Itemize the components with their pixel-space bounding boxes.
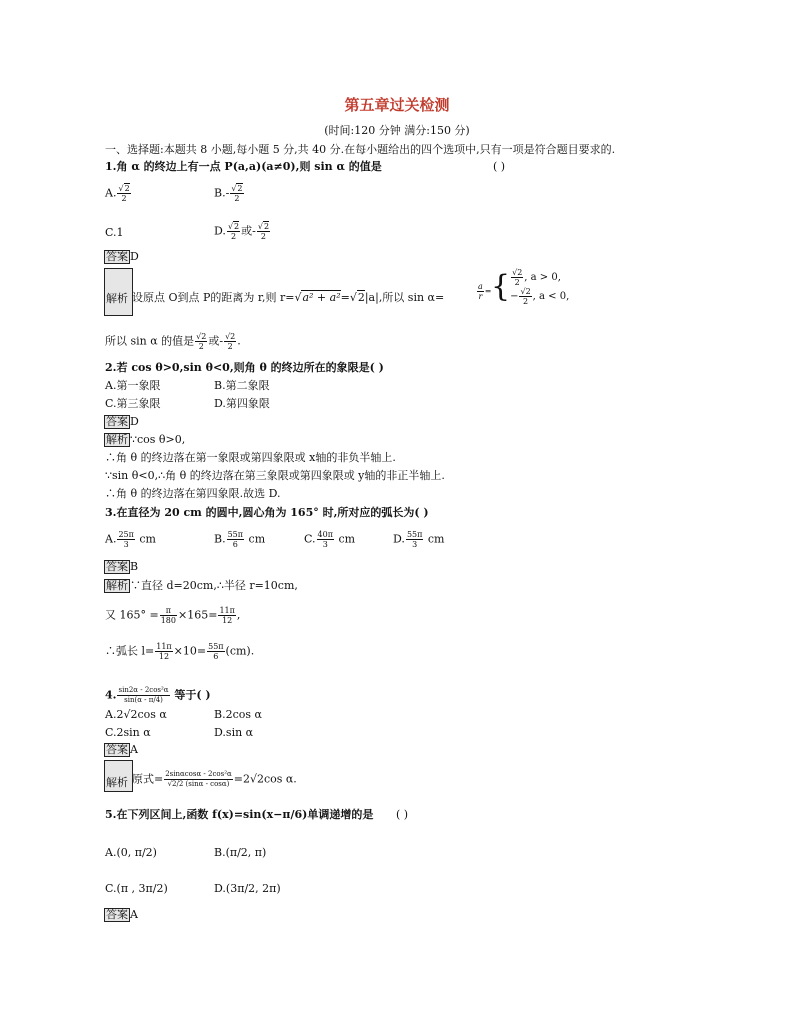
q2-answer: 答案 D: [106, 415, 139, 428]
q5-option-b[interactable]: B.(π/2, π): [214, 846, 267, 859]
q4-option-a[interactable]: A.2√2cos α: [105, 708, 167, 721]
q2-analysis-line1: 解析 ∵cos θ>0,: [106, 433, 186, 446]
q4-option-c[interactable]: C.2sin α: [105, 726, 151, 739]
analysis-label: 解析: [106, 776, 128, 789]
q1-cases: { $\frac{√2}{2}$ , a > 0, − $\frac{√2}{2}$ , a < 0,: [491, 268, 570, 306]
answer-label: 答案: [106, 415, 128, 428]
q1-option-b[interactable]: B.- $\frac{√2}{2}$: [214, 184, 243, 203]
q5-answer: 答案 A: [106, 908, 138, 921]
q1-stem: 1.角 α 的终边上有一点 P(a,a)(a≠0),则 sin α 的值是: [105, 160, 382, 173]
q1-option-d[interactable]: D. $\frac{√2}{2}$ 或- $\frac{√2}{2}$: [214, 222, 270, 241]
q1-ratio: $\frac{a}{r}$ =: [478, 282, 492, 301]
time-score-info: (时间:120 分钟 满分:150 分): [324, 124, 470, 137]
q5-paren: ( ): [396, 808, 409, 821]
q4-answer: 答案 A: [106, 743, 138, 756]
q4-stem: 4. $\frac{\text{sin2α - 2cos²α}}{\sin(\alpha - \pi/4)}$ 等于( ): [105, 686, 211, 704]
q3-analysis-line3: ∴弧长 l= $\frac{11\pi}{12}$ ×10= $\frac{55\pi}{6}$ (cm).: [105, 642, 255, 661]
analysis-label: 解析: [106, 579, 128, 592]
q2-option-b[interactable]: B.第二象限: [214, 379, 270, 392]
answer-label: 答案: [106, 250, 128, 263]
q3-analysis-line1: 解析 ∵直径 d=20cm,∴半径 r=10cm,: [106, 579, 298, 592]
q3-option-c[interactable]: C. $\frac{40\pi}{3}$ cm: [304, 530, 356, 549]
q4-option-d[interactable]: D.sin α: [214, 726, 254, 739]
q4-option-b[interactable]: B.2cos α: [214, 708, 262, 721]
q3-answer: 答案 B: [106, 560, 139, 573]
q2-analysis-line4: ∴角 θ 的终边落在第四象限.故选 D.: [105, 487, 281, 500]
q1-paren: ( ): [493, 160, 506, 173]
q5-option-d[interactable]: D.(3π/2, 2π): [214, 882, 281, 895]
q2-option-a[interactable]: A.第一象限: [105, 379, 161, 392]
q1-option-a[interactable]: A. $\frac{√2}{2}$: [105, 184, 130, 203]
section-heading: 一、选择题:本题共 8 小题,每小题 5 分,共 40 分.在每小题给出的四个选项中,只有一项是符合题目要求的.: [105, 143, 616, 156]
q1-answer: 答案 D: [106, 250, 139, 263]
q5-option-c[interactable]: C.(π , 3π/2): [105, 882, 168, 895]
q2-analysis-line3: ∵sin θ<0,∴角 θ 的终边落在第三象限或第四象限或 y轴的非正半轴上.: [105, 469, 445, 482]
q3-stem: 3.在直径为 20 cm 的圆中,圆心角为 165° 时,所对应的弧长为( ): [105, 506, 429, 519]
q1-conclusion: 所以 sin α 的值是 $\frac{√2}{2}$ 或- $\frac{√2}{2}$ .: [105, 332, 241, 351]
answer-label: 答案: [106, 743, 128, 756]
q3-option-a[interactable]: A. $\frac{25\pi}{3}$ cm: [105, 530, 156, 549]
q3-analysis-line2: 又 165° = $\frac{\pi}{180}$ ×165= $\frac{11\pi}{12}$ ,: [105, 606, 241, 625]
q3-option-b[interactable]: B. $\frac{55\pi}{6}$ cm: [214, 530, 266, 549]
q2-stem: 2.若 cos θ>0,sin θ<0,则角 θ 的终边所在的象限是( ): [105, 361, 384, 374]
q2-analysis-line2: ∴角 θ 的终边落在第一象限或第四象限或 x轴的非负半轴上.: [105, 451, 396, 464]
analysis-label: 解析: [106, 433, 128, 446]
answer-label: 答案: [106, 908, 128, 921]
q3-option-d[interactable]: D. $\frac{55\pi}{3}$ cm: [393, 530, 445, 549]
q1-option-c[interactable]: C.1: [105, 226, 124, 239]
q2-option-c[interactable]: C.第三象限: [105, 397, 161, 410]
q4-analysis: 原式= $\frac{\text{2sinαcosα - 2cos²α}}{√2/2 (\sin\alpha - \cos\alpha)}$ =2√2cos α.: [132, 770, 297, 788]
chapter-title: 第五章过关检测: [344, 96, 450, 114]
analysis-label: 解析: [106, 292, 128, 305]
q5-option-a[interactable]: A.(0, π/2): [105, 846, 157, 859]
q5-stem: 5.在下列区间上,函数 f(x)=sin(x−π/6)单调递增的是: [105, 808, 374, 821]
q2-option-d[interactable]: D.第四象限: [214, 397, 270, 410]
q1-analysis: 设原点 O到点 P的距离为 r,则 r=√a² + a²=√2|a|,所以 sin α=: [132, 291, 445, 304]
answer-label: 答案: [106, 560, 128, 573]
